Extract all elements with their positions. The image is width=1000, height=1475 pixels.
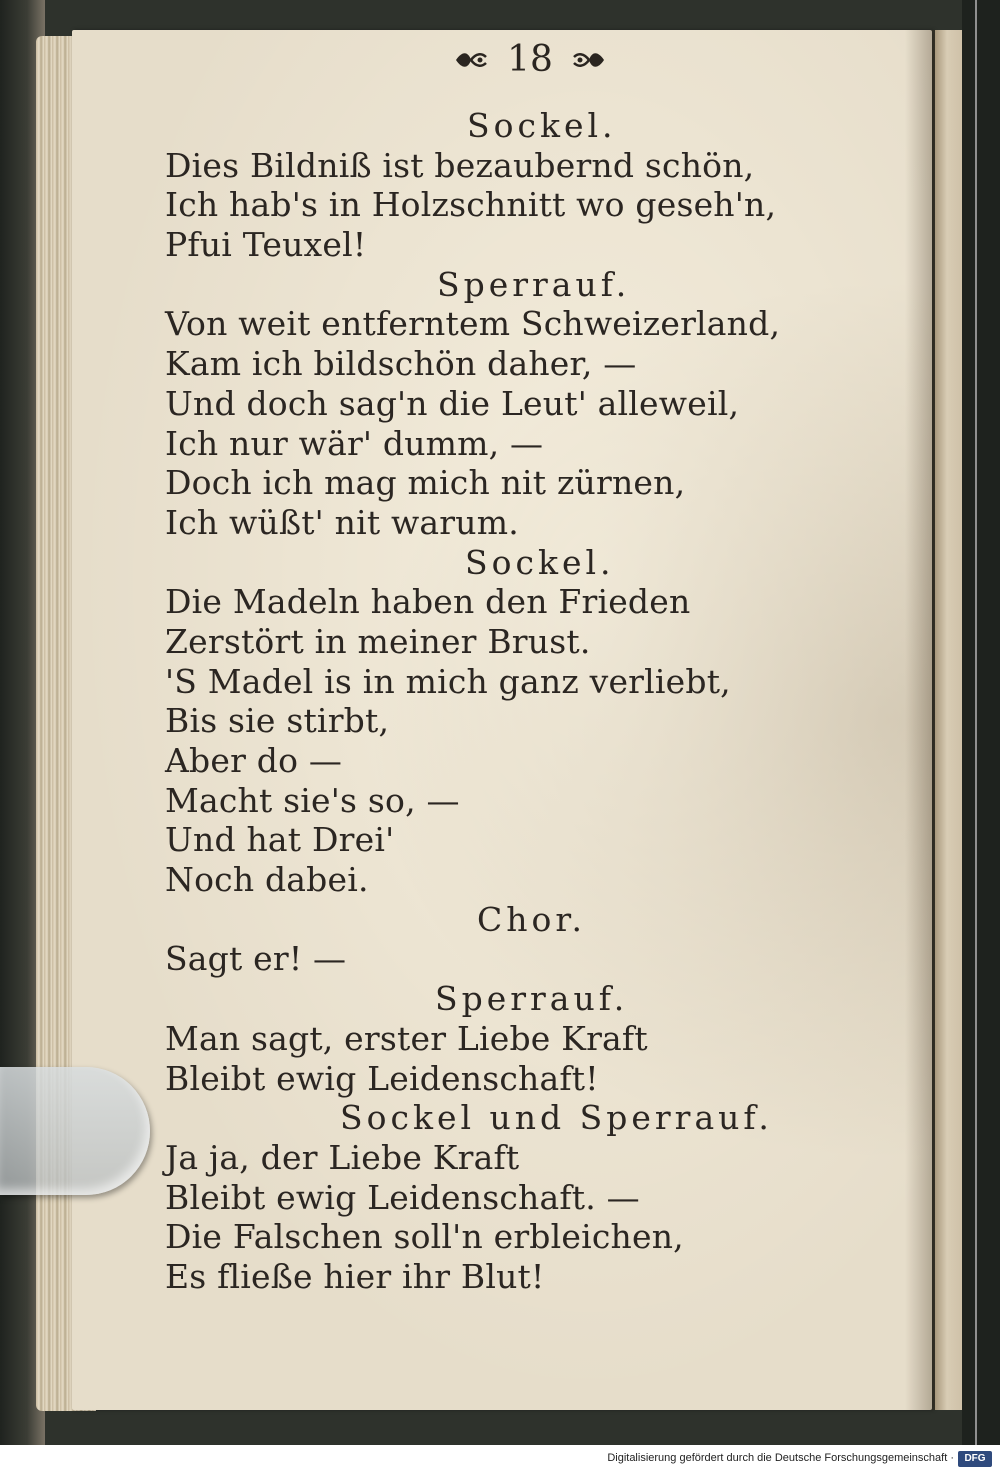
verse-line: Ich wüßt' nit warum.	[165, 502, 519, 542]
verse-line: Und doch sag'n die Leut' alleweil,	[165, 383, 740, 423]
verse-line: Die Falschen soll'n erbleichen,	[165, 1217, 684, 1257]
verse-line: 'S Madel is in mich ganz verliebt,	[165, 661, 731, 701]
verse-line: Zerstört in meiner Brust.	[165, 621, 591, 661]
page-number: 18	[507, 39, 553, 80]
speaker-heading: Sockel.	[465, 542, 615, 582]
verse-line: Pfui Teuxel!	[165, 225, 367, 265]
speaker-heading: Sperrauf.	[437, 264, 631, 304]
verse-line: Aber do —	[165, 741, 343, 780]
verse-line: Ich hab's in Holzschnitt wo geseh'n,	[165, 185, 777, 225]
verse-line: Noch dabei.	[165, 860, 369, 900]
verse-line: Bis sie stirbt,	[165, 701, 390, 741]
verse-line: Von weit entferntem Schweizerland,	[165, 304, 781, 344]
speaker-heading: Sockel.	[467, 106, 617, 145]
page-header	[440, 36, 620, 80]
verse-line: Doch ich mag mich nit zürnen,	[165, 463, 686, 503]
verse-line: Ja ja, der Liebe Kraft	[165, 1137, 520, 1177]
verse-line: Man sagt, erster Liebe Kraft	[165, 1018, 648, 1058]
scan-right-border	[962, 0, 1000, 1445]
page-clip	[0, 1067, 150, 1195]
speaker-heading: Chor.	[477, 899, 587, 939]
dfg-logo: DFG	[958, 1451, 992, 1467]
verse-line: Bleibt ewig Leidenschaft. —	[165, 1177, 640, 1217]
verse-line: Macht sie's so, —	[165, 780, 460, 820]
speaker-heading: Sperrauf.	[435, 979, 629, 1019]
next-page-edge	[935, 30, 965, 1410]
verse-line: Bleibt ewig Leidenschaft!	[165, 1058, 599, 1098]
verse-line: Sagt er! —	[165, 939, 347, 979]
funding-credit: Digitalisierung gefördert durch die Deutsche Forschungsgemeinschaft ·	[607, 1452, 954, 1464]
verse-line: Die Madeln haben den Frieden	[165, 582, 691, 622]
scan-edge-line	[975, 0, 977, 1445]
verse-line: Ich nur wär' dumm, —	[165, 423, 544, 463]
verse-line: Dies Bildniß ist bezaubernd schön,	[165, 145, 755, 185]
verse-line: Kam ich bildschön daher, —	[165, 344, 637, 384]
verse-line: Und hat Drei'	[165, 820, 395, 860]
verse-text-block	[165, 106, 925, 1297]
right-ornament-icon	[572, 49, 606, 71]
verse-line: Es fließe hier ihr Blut!	[165, 1256, 545, 1296]
left-ornament-icon	[454, 49, 488, 71]
speaker-heading: Sockel und Sperrauf.	[340, 1098, 773, 1138]
